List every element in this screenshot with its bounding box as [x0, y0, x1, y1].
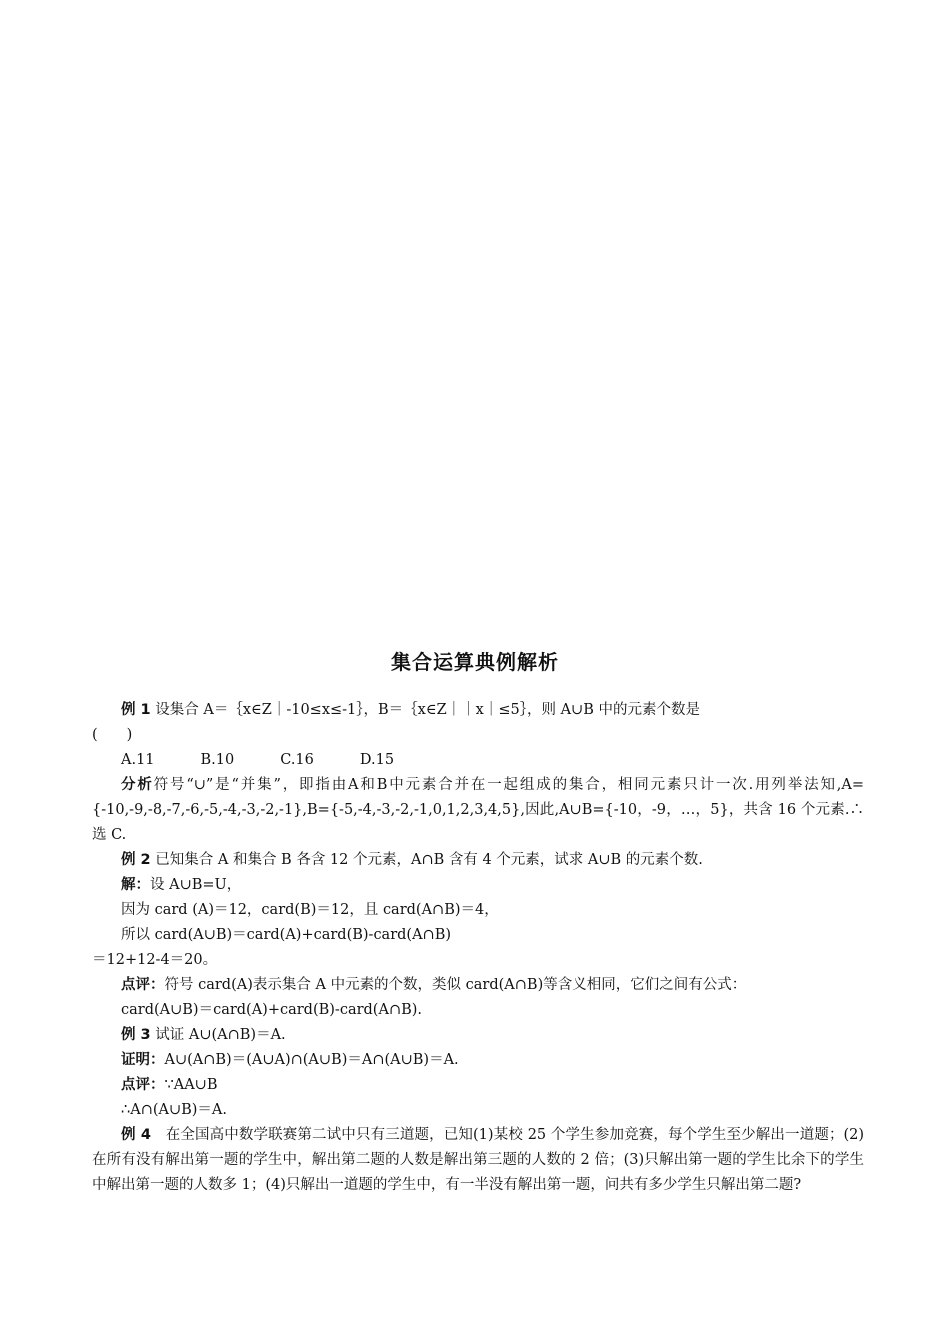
example-2-formula: card(A∪B)＝card(A)+card(B)-card(A∩B). [121, 1002, 423, 1018]
example-4-question [92, 1123, 864, 1198]
proof-text: A∪(A∩B)＝(A∪A)∩(A∪B)＝A∩(A∪B)＝A. [164, 1052, 459, 1068]
example-3-label: 例 3 [121, 1027, 151, 1043]
option-d: D.15 [359, 752, 395, 768]
example-1-analysis [92, 773, 864, 848]
analysis-label: 分析 [121, 777, 154, 793]
document-body [92, 698, 864, 1198]
example-2-solution-line-2: 因为 card (A)＝12，card(B)＝12，且 card(A∩B)＝4， [121, 902, 499, 918]
example-4-label: 例 4 [121, 1127, 151, 1143]
comment-label: 点评： [121, 1077, 165, 1093]
example-2-solution-line-1 [92, 873, 864, 898]
example-1-label: 例 1 [121, 702, 151, 718]
solution-label: 解： [121, 877, 150, 893]
example-2-solution-line-4: ＝12+12-4＝20。 [92, 952, 218, 968]
page-title: 集合运算典例解析 [391, 650, 559, 674]
comment-text: ∵AA∪B [164, 1077, 218, 1093]
option-a: A.11 [121, 752, 155, 768]
example-3-question [92, 1023, 864, 1048]
option-c: C.16 [280, 752, 314, 768]
solution-text-1: 设 A∪B=U， [150, 877, 242, 893]
comment-label: 点评： [121, 977, 165, 993]
example-1-text: 设集合 A＝｛x∈Z｜-10≤x≤-1｝，B＝｛x∈Z｜｜x｜≤5｝，则 A∪B 中的元素个数是 [155, 702, 700, 718]
proof-label: 证明： [121, 1052, 165, 1068]
example-2-solution-line-3: 所以 card(A∪B)＝card(A)+card(B)-card(A∩B) [121, 927, 452, 943]
example-1-options [92, 748, 864, 773]
example-1-question [92, 698, 864, 723]
example-2-text: 已知集合 A 和集合 B 各含 12 个元素，A∩B 含有 4 个元素，试求 A∪B 的元素个数. [155, 852, 703, 868]
example-3-conclusion: ∴A∩(A∪B)＝A. [121, 1102, 228, 1118]
example-3-proof [92, 1048, 864, 1073]
example-2-question [92, 848, 864, 873]
example-2-label: 例 2 [121, 852, 151, 868]
example-1-paren: ( ) [92, 727, 133, 743]
example-4-text: 在全国高中数学联赛第二试中只有三道题，已知(1)某校 25 个学生参加竞赛，每个学生至少解出一道题；(2)在所有没有解出第一题的学生中，解出第二题的人数是解出第三题的人数的 2 倍；(3)只解出第一题的学生比余下的学生中解出第一题的人数多 1；(4)只解出一道题的学生中，有一半没有解出第一题，问共有多少学生只解出第二题? [92, 1127, 865, 1193]
comment-text: 符号 card(A)表示集合 A 中元素的个数，类似 card(A∩B)等含义相同，它们之间有公式： [164, 977, 747, 993]
example-3-comment [92, 1073, 864, 1098]
example-2-comment [92, 973, 864, 998]
option-b: B.10 [200, 752, 235, 768]
example-3-text: 试证 A∪(A∩B)＝A. [155, 1027, 286, 1043]
analysis-text: 符号“∪”是“并集”，即指由A和B中元素合并在一起组成的集合，相同元素只计一次.用列举法知,A={-10,-9,-8,-7,-6,-5,-4,-3,-2,-1},B={-5,-4,-3,-2,-1,0,1,2,3,4,5},因此,A∪B={-10，-9，…，5}，共含 16 个元素.∴选 C. [92, 777, 865, 843]
